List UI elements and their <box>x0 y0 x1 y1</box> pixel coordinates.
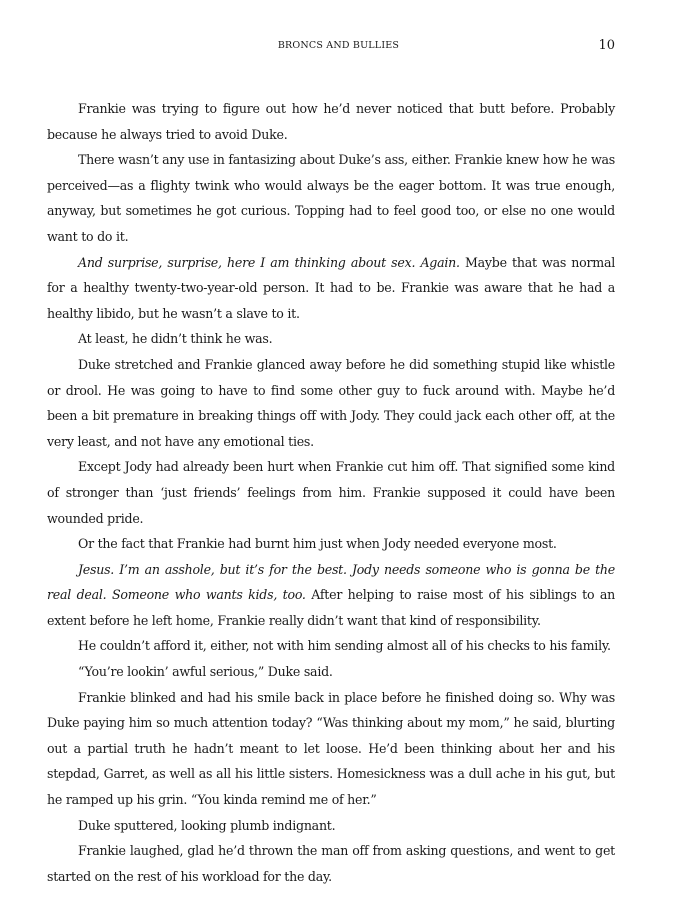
paragraph <box>47 659 615 685</box>
text-run: He couldn’t afford it, either, not with him sending almost all of his checks to his family. <box>78 638 611 654</box>
text-run: After helping to raise most of his siblings to an extent before he left home, Frankie really didn’t want that kind of responsibility. <box>47 587 616 628</box>
paragraph <box>47 326 615 352</box>
page-number: 10 <box>598 38 615 53</box>
paragraph <box>47 147 615 249</box>
paragraph <box>47 813 615 839</box>
italic-text-run: Jesus. I’m an asshole, but it’s for the best. Jody needs someone who is gonna be the real deal. Someone who wants kids, too. <box>47 561 615 603</box>
paragraph <box>47 531 615 557</box>
paragraph <box>47 250 615 327</box>
text-run: Frankie was trying to figure out how he’d never noticed that butt before. Probably because he always tried to avoid Duke. <box>47 101 615 142</box>
text-run: Duke stretched and Frankie glanced away before he did something stupid like whistle or drool. He was going to have to find some other guy to fuck around with. Maybe he’d been a bit premature in breaking things off with Jody. They could jack each other off, at the very least, and not have any emotional ties. <box>47 356 615 449</box>
paragraph <box>47 838 615 889</box>
paragraph <box>47 352 615 454</box>
text-run: “You’re lookin’ awful serious,” Duke said. <box>78 664 333 680</box>
text-run: There wasn’t any use in fantasizing about Duke’s ass, either. Frankie knew how he was perceived—as a flighty twink who would always be the eager bottom. It was true enough, anyway, but sometimes he got curious. Topping had to feel good too, or else no one would want to do it. <box>47 152 615 244</box>
body-text <box>47 96 615 889</box>
paragraph <box>47 454 615 531</box>
text-run: Except Jody had already been hurt when Frankie cut him off. That signified some kind of stronger than ‘just friends’ feelings from him. Frankie supposed it could have been wounded pride. <box>47 459 615 526</box>
paragraph <box>47 96 615 147</box>
text-run: Frankie blinked and had his smile back in place before he finished doing so. Why was Duke paying him so much attention today? “Was thinking about my mom,” he said, blurting out a partial truth he hadn’t meant to let loose. He’d been thinking about her and his stepdad, Garret, as well as all his little sisters. Homesickness was a dull ache in his gut, but he ramped up his grin. “You kinda remind me of her.” <box>47 689 615 808</box>
text-run: At least, he didn’t think he was. <box>78 331 273 347</box>
text-run: Duke sputtered, looking plumb indignant. <box>78 817 336 833</box>
italic-text-run: And surprise, surprise, here I am thinking about sex. Again. <box>78 254 460 270</box>
running-head-title: BRONCS AND BULLIES <box>277 40 400 51</box>
text-run: Or the fact that Frankie had burnt him just when Jody needed everyone most. <box>78 536 557 552</box>
paragraph <box>47 633 615 659</box>
text-run: Maybe that was normal for a healthy twenty-two-year-old person. It had to be. Frankie was aware that he had a healthy libido, but he wasn’t a slave to it. <box>47 254 615 321</box>
paragraph <box>47 557 615 634</box>
text-run: Frankie laughed, glad he’d thrown the man off from asking questions, and went to get started on the rest of his workload for the day. <box>47 843 615 884</box>
paragraph <box>47 685 615 813</box>
